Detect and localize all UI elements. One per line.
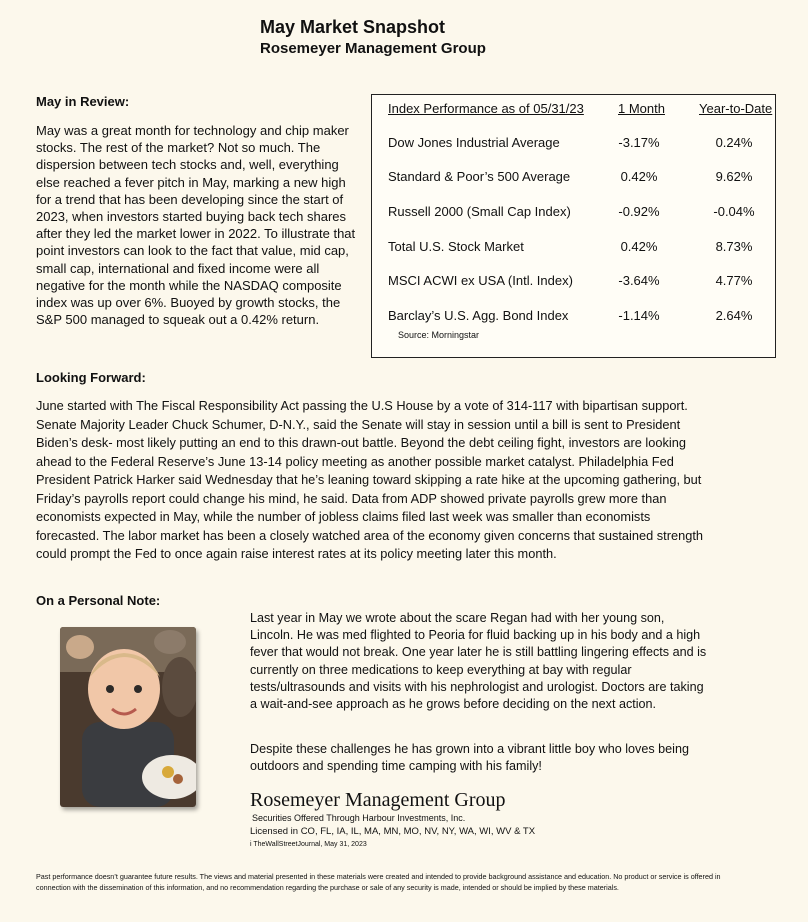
row-name: Dow Jones Industrial Average — [388, 135, 560, 150]
row-name: MSCI ACWI ex USA (Intl. Index) — [388, 273, 573, 288]
row-name: Barclay’s U.S. Agg. Bond Index — [388, 308, 569, 323]
row-month: -3.17% — [618, 135, 660, 150]
row-ytd: 9.62% — [715, 169, 753, 184]
child-photo — [60, 627, 196, 807]
row-name: Russell 2000 (Small Cap Index) — [388, 204, 571, 219]
personal-paragraph-1: Last year in May we wrote about the scare Regan had with her young son, Lincoln. He was med flighted to Peoria for fluid backing up in his body and a high fever that would not break. One year later he is still battling lingering effects and is currently on three medications to keep everything at bay with regular tests/ultrasounds and visits with his nephrologist and urologist. Doctors are taking a wait-and-see approach as he grows before deciding on the next action. — [250, 611, 707, 712]
table-header-month: 1 Month — [618, 101, 665, 116]
row-month: 0.42% — [620, 239, 658, 254]
row-month: -3.64% — [618, 273, 660, 288]
row-name: Total U.S. Stock Market — [388, 239, 524, 254]
child-photo-image — [60, 627, 196, 807]
signature-source: i TheWallStreetJournal, May 31, 2023 — [250, 841, 367, 848]
personal-paragraph-2: Despite these challenges he has grown into a vibrant little boy who loves being outdoors and spending time camping with his family! — [250, 742, 689, 774]
table-row — [372, 169, 775, 189]
table-source-note: Source: Morningstar — [398, 330, 480, 340]
row-ytd: 2.64% — [715, 308, 753, 323]
table-row — [372, 204, 775, 224]
page-subtitle: Rosemeyer Management Group — [260, 40, 486, 57]
row-ytd: 0.24% — [715, 135, 753, 150]
personal-heading: On a Personal Note: — [36, 593, 161, 608]
table-row — [372, 308, 775, 328]
row-ytd: 8.73% — [715, 239, 753, 254]
table-row — [372, 239, 775, 259]
review-heading: May in Review: — [36, 94, 130, 109]
signature-securities: Securities Offered Through Harbour Investments, Inc. — [252, 813, 466, 823]
index-performance-table — [371, 94, 776, 358]
forward-body: June started with The Fiscal Responsibility Act passing the U.S House by a vote of 314-117 with bipartisan support. Senate Majority Leader Chuck Schumer, D-N.Y., said the Senate will stay in session until a bill is sent to President Biden’s desk- most likely putting an end to this drawn-out battle. Beyond the debt ceiling fight, investors are looking ahead to the Federal Reserve’s June 13-14 policy meeting as another possible market catalyst. Philadelphia Fed President Patrick Harker said Wednesday that he’s leaning toward skipping a rate hike at the upcoming gathering, but Friday’s payrolls report could change his mind, he said. Data from ADP showed private payrolls grew more than economists expected in May, while the number of jobless claims filed last week was smaller than economists forecasted. The labor market has been a closely watched area of the economy given concerns that sustained strength could prompt the Fed to once again raise interest rates at its policy meeting later this month. — [36, 398, 704, 561]
row-ytd: 4.77% — [715, 273, 753, 288]
table-row — [372, 273, 775, 293]
signature-name: Rosemeyer Management Group — [250, 789, 506, 811]
forward-heading: Looking Forward: — [36, 370, 146, 385]
row-month: 0.42% — [620, 169, 658, 184]
row-name: Standard & Poor’s 500 Average — [388, 169, 571, 184]
table-header-index: Index Performance as of 05/31/23 — [388, 101, 584, 116]
disclaimer: Past performance doesn’t guarantee future results. The views and material presented in these materials were created and intended to provide background assistance and education. No product or service is offered in connection with the dissemination of this information, and no recommendation regarding the purchase or sale of any security is made, intended or should be implied by these materials. — [36, 872, 721, 892]
row-month: -1.14% — [618, 308, 660, 323]
review-body: May was a great month for technology and chip maker stocks. The rest of the market? Not so much. The dispersion between tech stocks and, well, everything else reached a fever pitch in May, marking a new high for a trend that has been developing since the start of 2023, when investors started buying back tech shares after they led the market lower in 2022. To illustrate that point investors can look to the fact that value, mid cap, small cap, international and fixed income were all negative for the month while the NASDAQ composite index was up over 6%. Buoyed by growth stocks, the S&P 500 managed to squeak out a 0.42% return. — [36, 123, 356, 328]
row-month: -0.92% — [618, 204, 660, 219]
page-title: May Market Snapshot — [260, 17, 446, 37]
table-row — [372, 135, 775, 155]
row-ytd: -0.04% — [713, 204, 755, 219]
signature-licenses: Licensed in CO, FL, IA, IL, MA, MN, MO, NV, NY, WA, WI, WV & TX — [250, 826, 536, 837]
table-header-ytd: Year-to-Date — [699, 101, 773, 116]
